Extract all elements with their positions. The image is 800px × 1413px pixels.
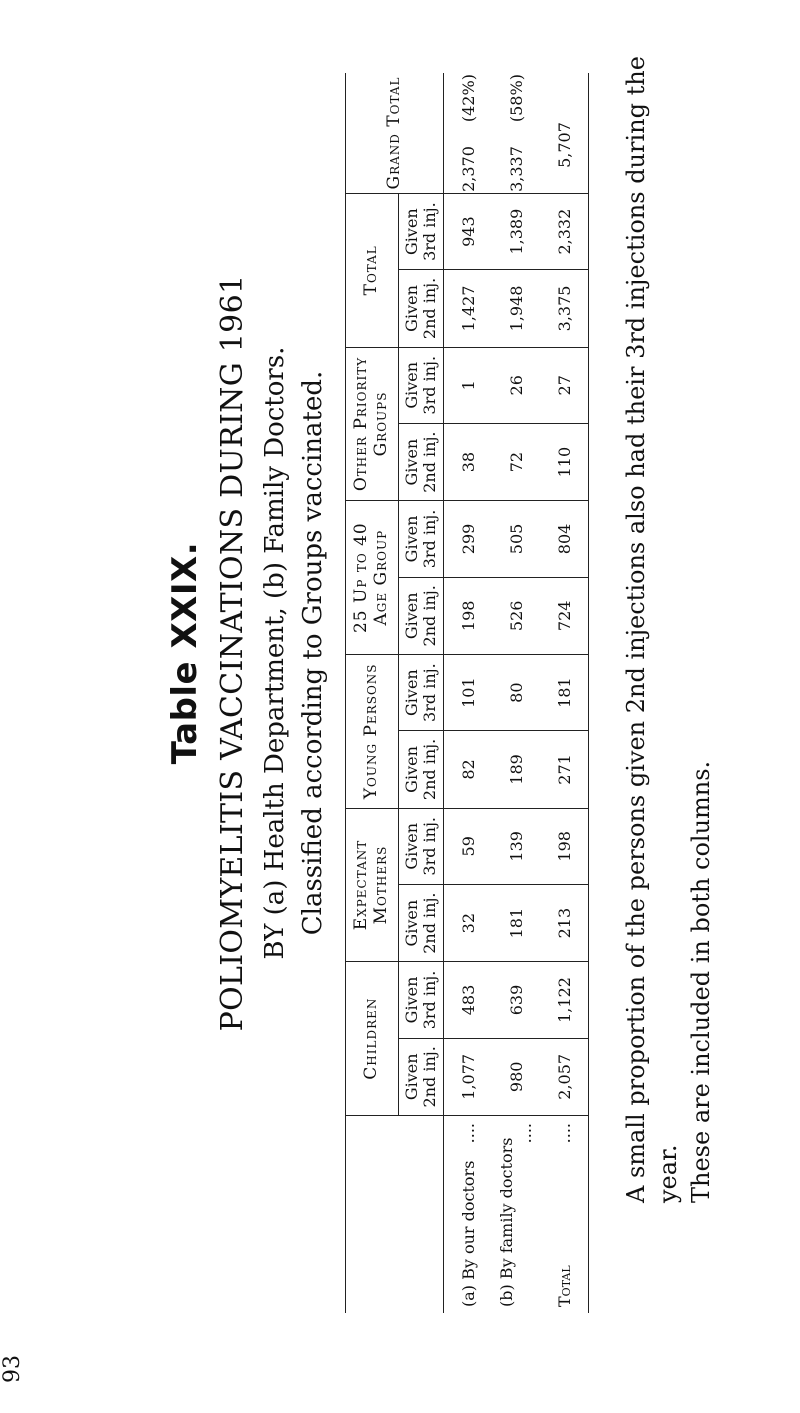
- grand-total-cell: [492, 73, 540, 193]
- group-total: Total: [346, 193, 399, 347]
- sub-header-2nd: Given 2nd inj.: [399, 270, 444, 347]
- table-label: Table XXIX.: [165, 541, 205, 765]
- cell: 26: [492, 347, 540, 423]
- group-25-to-40: 25 Up to 40 Age Group: [346, 501, 399, 655]
- cell: 943: [444, 193, 493, 269]
- cell: 38: [444, 423, 493, 500]
- sub-header-3rd: Given 3rd inj.: [399, 962, 444, 1038]
- grand-total-percent: (58%): [506, 74, 526, 123]
- grand-total-value: 5,707: [554, 122, 574, 168]
- page-content: [10, 43, 800, 1313]
- row-label-text: Total: [554, 1265, 574, 1307]
- row-label: [540, 1116, 589, 1314]
- grand-total-cell: [444, 73, 493, 193]
- page-number: 93: [0, 1355, 25, 1383]
- cell: 82: [444, 731, 493, 808]
- subtitle-2: Classified according to Groups vaccinated.: [298, 370, 328, 936]
- cell: 213: [540, 884, 589, 961]
- footnote: [620, 43, 717, 1203]
- row-label: [444, 1116, 493, 1314]
- group-expectant-mothers: Expectant Mothers: [346, 808, 399, 962]
- cell: 1: [444, 347, 493, 423]
- cell: 3,375: [540, 270, 589, 347]
- cell: 59: [444, 808, 493, 884]
- table-row: [492, 73, 540, 1313]
- footnote-line-2: These are included in both columns.: [686, 760, 715, 1203]
- header: [10, 103, 328, 1203]
- cell: 198: [540, 808, 589, 884]
- cell: 80: [492, 654, 540, 730]
- cell: 483: [444, 962, 493, 1038]
- cell: 198: [444, 577, 493, 654]
- cell: 27: [540, 347, 589, 423]
- cell: 72: [492, 423, 540, 500]
- table-row: [444, 73, 493, 1313]
- sub-header-2nd: Given 2nd inj.: [399, 884, 444, 961]
- cell: 139: [492, 808, 540, 884]
- table-row-total: [540, 73, 589, 1313]
- row-label-header: [346, 1116, 444, 1314]
- cell: 101: [444, 654, 493, 730]
- vaccination-table: [345, 73, 589, 1313]
- cell: 980: [492, 1038, 540, 1115]
- cell: 181: [540, 654, 589, 730]
- row-label: [492, 1116, 540, 1314]
- cell: 639: [492, 962, 540, 1038]
- leader-dots: ....: [554, 1123, 574, 1144]
- cell: 1,122: [540, 962, 589, 1038]
- cell: 1,948: [492, 270, 540, 347]
- sub-header-2nd: Given 2nd inj.: [399, 731, 444, 808]
- cell: 299: [444, 501, 493, 577]
- cell: 110: [540, 423, 589, 500]
- sub-header-3rd: Given 3rd inj.: [399, 654, 444, 730]
- sub-header-3rd: Given 3rd inj.: [399, 193, 444, 269]
- group-young-persons: Young Persons: [346, 654, 399, 808]
- cell: 32: [444, 884, 493, 961]
- group-children: Children: [346, 962, 399, 1116]
- sub-header-3rd: Given 3rd inj.: [399, 347, 444, 423]
- cell: 1,077: [444, 1038, 493, 1115]
- sub-header-2nd: Given 2nd inj.: [399, 423, 444, 500]
- cell: 724: [540, 577, 589, 654]
- sub-header-3rd: Given 3rd inj.: [399, 808, 444, 884]
- subtitle: BY (a) Health Department, (b) Family Doctors.: [260, 346, 290, 960]
- cell: 804: [540, 501, 589, 577]
- group-other-priority: Other Priority Groups: [346, 347, 399, 501]
- cell: 1,427: [444, 270, 493, 347]
- cell: 181: [492, 884, 540, 961]
- footnote-line-1: A small proportion of the persons given 2nd injections also had their 3rd injections during the year.: [622, 56, 683, 1203]
- cell: 189: [492, 731, 540, 808]
- sub-header-3rd: Given 3rd inj.: [399, 501, 444, 577]
- cell: 2,057: [540, 1038, 589, 1115]
- cell: 526: [492, 577, 540, 654]
- group-grand-total: Grand Total: [346, 73, 444, 193]
- grand-total-cell: [540, 73, 589, 193]
- cell: 2,332: [540, 193, 589, 269]
- row-label-text: (a) By our doctors: [458, 1160, 478, 1307]
- sub-header-2nd: Given 2nd inj.: [399, 1038, 444, 1115]
- grand-total-value: 2,370: [458, 146, 478, 192]
- sub-header-2nd: Given 2nd inj.: [399, 577, 444, 654]
- cell: 505: [492, 501, 540, 577]
- grand-total-value: 3,337: [506, 146, 526, 192]
- grand-total-percent: (42%): [458, 74, 478, 123]
- row-label-text: (b) By family doctors: [497, 1137, 516, 1307]
- page-title: POLIOMYELITIS VACCINATIONS DURING 1961: [215, 274, 250, 1032]
- leader-dots: ....: [458, 1123, 478, 1144]
- leader-dots: ....: [516, 1123, 535, 1144]
- cell: 1,389: [492, 193, 540, 269]
- cell: 271: [540, 731, 589, 808]
